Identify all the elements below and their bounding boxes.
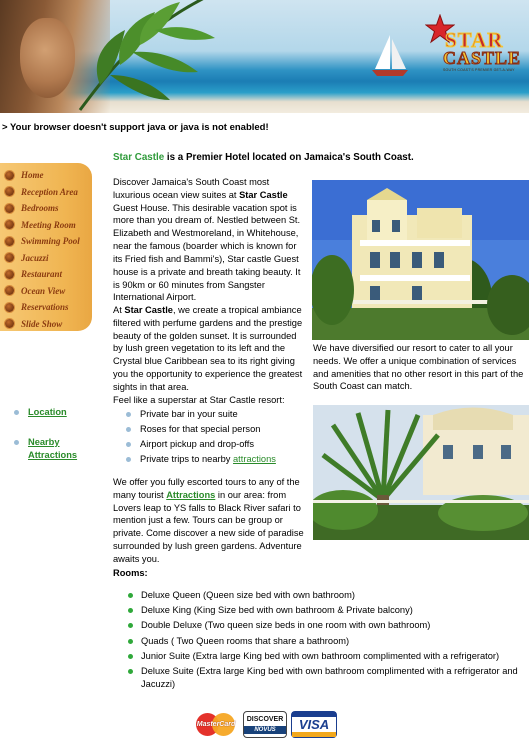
nav-label: Reservations [21, 302, 69, 313]
link-line: Nearby [28, 437, 60, 447]
text: in our area: from Lovers leap to YS falls to Black River safari to mention just a few. Tours can be group or private. Come discover a new side of paradise surrounded by lush green gardens. Adventure awaits you. [113, 489, 304, 564]
bullet-icon [14, 410, 19, 415]
link-line: Attractions [28, 450, 78, 461]
nearby-attractions-link[interactable] [28, 436, 77, 463]
rooms-list [128, 589, 524, 693]
palm-leaf-icon [70, 0, 220, 113]
list-item: Private bar in your suite [126, 408, 276, 423]
castle-illustration [312, 180, 529, 340]
banner-face-image [20, 18, 75, 98]
text: Private trips to nearby [140, 454, 234, 464]
text: Guest House. This desirable vacation spot is more than you dream of. Nestled between St. Elizabeth and Westmoreland, in Whitehouse, near the famous (boarder which is known for its Fried fish and Bammi's), Star castle Guest house is a private and breath taking beauty. It is 90km or 60 minutes from Sangster International Airport. [113, 202, 301, 303]
logo-text-star: STAR [445, 28, 504, 52]
mastercard-logo [193, 711, 239, 738]
nav-bullet-icon [5, 220, 14, 229]
list-item: Junior Suite (Extra large King bed with own bathroom complimented with a refrigerator) [128, 650, 524, 663]
nav-bullet-icon [5, 303, 14, 312]
nav-label: Restaurant [21, 269, 63, 280]
sailboat-icon [370, 33, 410, 78]
ambiance-paragraph [113, 304, 305, 394]
nav-item-home[interactable] [0, 167, 92, 184]
discover-text: DISCOVER [246, 715, 284, 723]
list-item: Roses for that special person [126, 423, 276, 438]
castle-photo [312, 180, 529, 340]
visa-logo [291, 711, 337, 738]
features-list [126, 408, 276, 468]
garden-photo [313, 405, 529, 540]
nav-bullet-icon [5, 286, 14, 295]
nav-label: Reception Area [21, 186, 78, 197]
list-item: Quads ( Two Queen rooms that share a bathroom) [128, 635, 524, 648]
nav-bullet-icon [5, 204, 14, 213]
nav-bullet-icon [5, 237, 14, 246]
nav-item-reservations[interactable] [0, 299, 92, 316]
list-item: Double Deluxe (Two queen size beds in one room with own bathroom) [128, 619, 524, 632]
nav-item-bedrooms[interactable] [0, 200, 92, 217]
nav-label: Meeting Room [21, 219, 76, 230]
nav-bullet-icon [5, 270, 14, 279]
text-bold: Star Castle [239, 189, 288, 200]
tours-paragraph [113, 476, 309, 566]
headline-text: is a Premier Hotel located on Jamaica's South Coast. [164, 152, 414, 163]
java-notice: > Your browser doesn't support java or java is not enabled! [2, 122, 269, 133]
list-item: Deluxe Queen (Queen size bed with own bathroom) [128, 589, 524, 602]
list-item: Deluxe Suite (Extra large King bed with own bathroom complimented with a refrigerator and Jacuzzi) [128, 665, 524, 691]
resort-summary: We have diversified our resort to cater to all your needs. We offer a unique combination of services and amenities that no other resort in this part of the South Coast can match. [313, 343, 524, 392]
text: Discover Jamaica's South Coast most luxurious ocean view suites at [113, 177, 270, 200]
nav-label: Bedrooms [21, 203, 59, 214]
novus-text: NOVUS [244, 726, 286, 734]
payment-cards [193, 711, 339, 740]
garden-illustration [313, 405, 529, 540]
nav-bullet-icon [5, 171, 14, 180]
nav-item-slide-show[interactable] [0, 316, 92, 333]
nav-item-meeting-room[interactable] [0, 217, 92, 234]
nav-item-jacuzzi[interactable] [0, 250, 92, 267]
attractions-link-bold[interactable]: Attractions [166, 489, 216, 500]
nav-label: Home [21, 170, 44, 181]
visa-text: VISA [298, 716, 330, 732]
list-item [126, 453, 276, 468]
nav-label: Jacuzzi [21, 252, 49, 263]
discover-logo [243, 711, 287, 738]
text-bold: Star Castle [124, 305, 173, 315]
text: We offer you fully escorted tours to any of the many tourist [113, 477, 300, 500]
attractions-link[interactable]: attractions [233, 454, 276, 464]
mastercard-text: MasterCard [196, 720, 236, 728]
headline-brand: Star Castle [113, 152, 165, 163]
list-item: Airport pickup and drop-offs [126, 438, 276, 453]
text: At [113, 305, 125, 315]
logo-tagline: SOUTH COAST'S PREMIER GET-A-WAY [443, 68, 515, 72]
page-headline [113, 151, 414, 165]
list-item: Deluxe King (King Size bed with own bathroom & Private balcony) [128, 604, 524, 617]
nav-bullet-icon [5, 187, 14, 196]
nav-item-swimming-pool[interactable] [0, 233, 92, 250]
rooms-heading: Rooms: [113, 568, 148, 578]
bullet-icon [14, 440, 19, 445]
nav-bullet-icon [5, 319, 14, 328]
location-link[interactable]: Location [28, 407, 67, 417]
nav-item-ocean-view[interactable] [0, 283, 92, 300]
nav-item-reception-area[interactable] [0, 184, 92, 201]
nav-label: Ocean View [21, 285, 66, 296]
logo-text-castle: CASTLE [443, 48, 522, 68]
nav-bullet-icon [5, 253, 14, 262]
text: , we create a tropical ambiance filtered with perfume gardens and the prestige beauty of the golden sunset. It is surrounded by lush green vegetation to its left and the Crystal blue Caribbean sea to its right giving you the opportunity to experience the greatest sights in that area. [113, 305, 303, 392]
main-nav [0, 163, 92, 331]
header-banner [0, 0, 529, 113]
features-intro: Feel like a superstar at Star Castle resort: [113, 395, 285, 405]
intro-paragraph [113, 176, 305, 304]
nav-label: Slide Show [21, 318, 63, 329]
nav-label: Swimming Pool [21, 236, 80, 247]
nav-item-restaurant[interactable] [0, 266, 92, 283]
star-castle-logo [423, 8, 529, 80]
